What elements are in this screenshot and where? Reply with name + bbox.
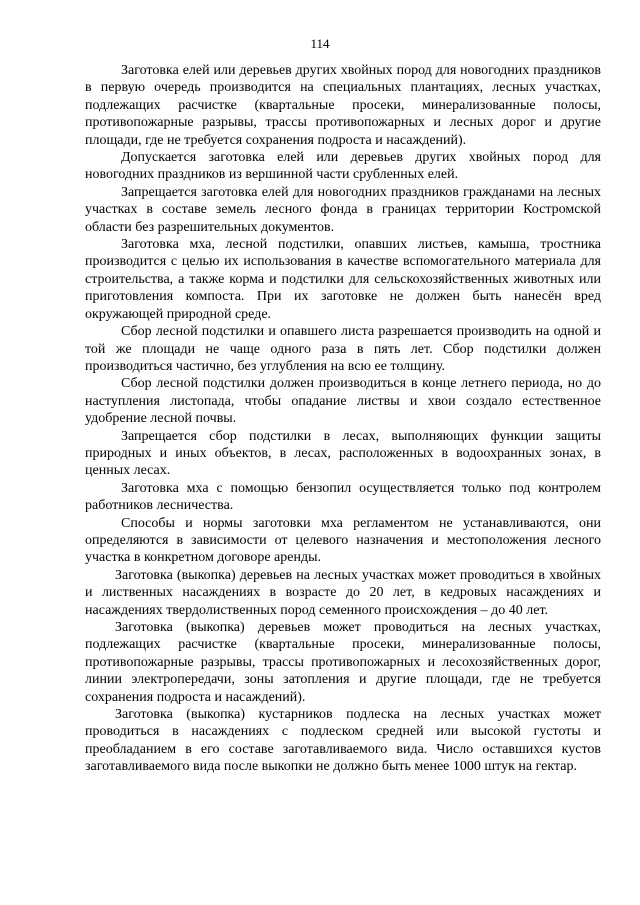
paragraph: Сбор лесной подстилки и опавшего листа разрешается производить на одной и той же площади не чаще одного раза в пять лет. Сбор подстилки должен производиться частично, без углубления на всю ее толщину. xyxy=(85,324,601,374)
paragraph: Способы и нормы заготовки мха регламентом не устанавливаются, они определяются в зависимости от целевого назначения и местоположения лесного участка в конкретном договоре аренды. xyxy=(85,515,601,566)
paragraph: Заготовка (выкопка) деревьев может проводиться на лесных участках, подлежащих расчистке (квартальные просеки, минерализованные полосы, противопожарные разрывы, трассы противопожарных и лесохозяйственных дорог, линии электропередачи, зоны затопления и другие площади, где не требуется сохранения подроста и насаждений). xyxy=(85,620,601,705)
paragraph: Заготовка (выкопка) деревьев на лесных участках может проводиться в хвойных и лиственных насаждениях в возрасте до 20 лет, в кедровых насаждениях и насаждениях твердолиственных пород семенного происхождения – до 40 лет. xyxy=(85,567,601,618)
paragraph: Заготовка мха с помощью бензопил осуществляется только под контролем работников лесничества. xyxy=(85,480,601,514)
paragraph: Запрещается сбор подстилки в лесах, выполняющих функции защиты природных и иных объектов, в лесах, расположенных в водоохранных зонах, в ценных лесах. xyxy=(85,428,601,479)
paragraph: Допускается заготовка елей или деревьев других хвойных пород для новогодних праздников из вершинной части срубленных елей. xyxy=(85,150,601,183)
document-body xyxy=(85,62,601,776)
paragraph: Заготовка (выкопка) кустарников подлеска на лесных участках может проводиться в насаждениях с подлеском средней или высокой густоты и преобладанием в его составе заготавливаемого вида. Число оставшихся кустов заготавливаемого вида после выкопки не должно быть менее 1000 штук на гектар. xyxy=(85,707,601,775)
page-number: 114 xyxy=(310,36,330,51)
paragraph: Заготовка мха, лесной подстилки, опавших листьев, камыша, тростника производится с целью их использования в качестве вспомогательного материала для строительства, а также корма и подстилки для сельскохозяйственных животных или приготовления компоста. При их заготовке не должен быть нанесён вред окружающей природной среде. xyxy=(85,237,601,322)
paragraph: Сбор лесной подстилки должен производиться в конце летнего периода, но до наступления листопада, чтобы опадание листвы и хвои создало естественное удобрение лесной почвы. xyxy=(85,376,601,427)
paragraph: Запрещается заготовка елей для новогодних праздников гражданами на лесных участках в составе земель лесного фонда в границах территории Костромской области без разрешительных документов. xyxy=(85,184,601,235)
paragraph: Заготовка елей или деревьев других хвойных пород для новогодних праздников в первую очередь производится на специальных плантациях, лесных участках, подлежащих расчистке (квартальные просеки, минерализованные полосы, противопожарные разрывы, трассы противопожарных и лесных дорог и другие площади, где не требуется сохранения подроста и насаждений). xyxy=(85,63,601,148)
